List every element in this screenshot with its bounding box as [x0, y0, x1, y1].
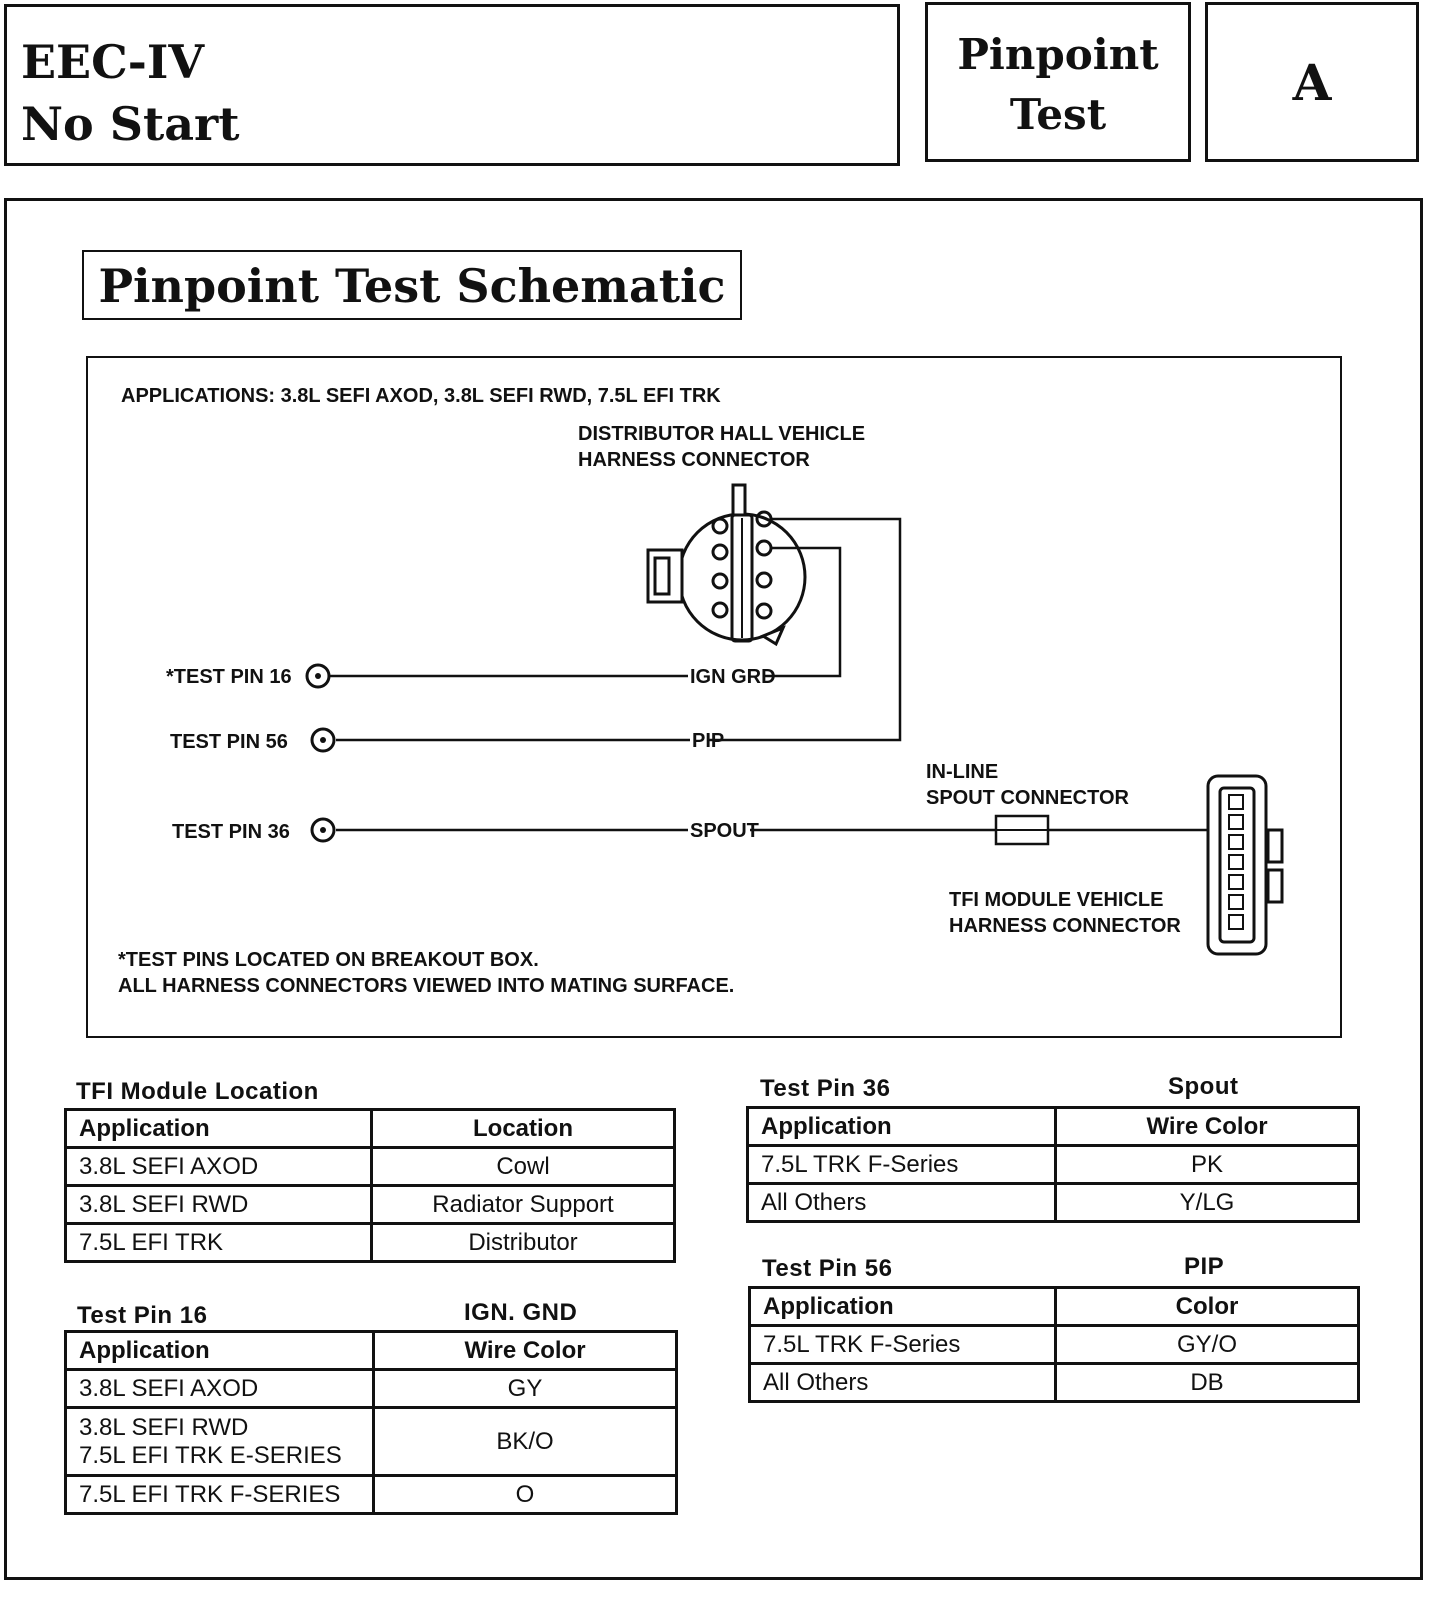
- tfi-connector-label-1: TFI MODULE VEHICLE: [949, 889, 1164, 911]
- pin16-table: [64, 1330, 678, 1515]
- table-row: [66, 1224, 675, 1262]
- tfi-connector-label-2: HARNESS CONNECTOR: [949, 915, 1181, 937]
- test-pin-36-label: TEST PIN 36: [172, 821, 290, 843]
- inline-connector-label-2: SPOUT CONNECTOR: [926, 787, 1129, 809]
- header-color: Color: [1056, 1288, 1359, 1326]
- test-id-label: A: [1292, 53, 1332, 112]
- header-application: Application: [66, 1332, 374, 1370]
- table-header-row: [750, 1288, 1359, 1326]
- table-row: [66, 1186, 675, 1224]
- ign-grd-label: IGN GRD: [690, 666, 776, 688]
- header-application: Application: [66, 1110, 372, 1148]
- tfi-location-table: [64, 1108, 676, 1263]
- table-header-row: [66, 1332, 677, 1370]
- cell-application: 3.8L SEFI RWD 7.5L EFI TRK E-SERIES: [66, 1408, 374, 1476]
- page-title: EEC-IV No Start: [21, 35, 240, 151]
- note-connectors: ALL HARNESS CONNECTORS VIEWED INTO MATING SURFACE.: [118, 975, 735, 997]
- header-title-box: [4, 4, 900, 166]
- tfi-connector-icon: [1208, 776, 1282, 954]
- cell-wire-color: BK/O: [374, 1408, 677, 1476]
- schematic-title: Pinpoint Test Schematic: [98, 259, 726, 313]
- applications-text: APPLICATIONS: 3.8L SEFI AXOD, 3.8L SEFI RWD, 7.5L EFI TRK: [121, 385, 721, 407]
- pip-label: PIP: [692, 730, 725, 752]
- note-test-pins: *TEST PINS LOCATED ON BREAKOUT BOX.: [118, 949, 539, 971]
- cell-wire-color: O: [374, 1476, 677, 1514]
- cell-application: 7.5L EFI TRK: [66, 1224, 372, 1262]
- pin16-caption: Test Pin 16: [77, 1302, 208, 1329]
- pin36-table: [746, 1106, 1360, 1223]
- table-row: [750, 1364, 1359, 1402]
- cell-application: 3.8L SEFI RWD: [66, 1186, 372, 1224]
- cell-wire-color: GY: [374, 1370, 677, 1408]
- cell-location: Cowl: [372, 1148, 675, 1186]
- header-wire-color: Wire Color: [1056, 1108, 1359, 1146]
- pin56-signal: PIP: [1184, 1253, 1225, 1280]
- cell-location: Radiator Support: [372, 1186, 675, 1224]
- schematic-title-box: [82, 250, 742, 320]
- cell-wire-color: PK: [1056, 1146, 1359, 1184]
- table-row: [66, 1148, 675, 1186]
- cell-wire-color: Y/LG: [1056, 1184, 1359, 1222]
- cell-application: 7.5L TRK F-Series: [748, 1146, 1056, 1184]
- table-row: [750, 1326, 1359, 1364]
- header-wire-color: Wire Color: [374, 1332, 677, 1370]
- test-pin-56-icon: [312, 729, 334, 751]
- table-header-row: [748, 1108, 1359, 1146]
- table-header-row: [66, 1110, 675, 1148]
- pin36-signal: Spout: [1168, 1073, 1239, 1100]
- header-location: Location: [372, 1110, 675, 1148]
- schematic-diagram: [86, 356, 1342, 1038]
- cell-application: All Others: [748, 1184, 1056, 1222]
- header-application: Application: [748, 1108, 1056, 1146]
- table-row: [66, 1408, 677, 1476]
- table-row: [66, 1370, 677, 1408]
- pin36-caption: Test Pin 36: [760, 1075, 891, 1102]
- cell-application: All Others: [750, 1364, 1056, 1402]
- distributor-connector-icon: [648, 485, 805, 644]
- spout-label: SPOUT: [690, 820, 759, 842]
- test-pin-36-icon: [312, 819, 334, 841]
- table-row: [748, 1184, 1359, 1222]
- cell-color: DB: [1056, 1364, 1359, 1402]
- test-pin-56-label: TEST PIN 56: [170, 731, 288, 753]
- tfi-location-caption: TFI Module Location: [76, 1078, 319, 1105]
- dist-connector-label-1: DISTRIBUTOR HALL VEHICLE: [578, 423, 866, 445]
- test-type-box: [925, 2, 1191, 162]
- pin16-signal: IGN. GND: [464, 1299, 578, 1326]
- cell-application: 7.5L TRK F-Series: [750, 1326, 1056, 1364]
- inline-connector-label-1: IN-LINE: [926, 761, 999, 783]
- dist-connector-label-2: HARNESS CONNECTOR: [578, 449, 810, 471]
- header-application: Application: [750, 1288, 1056, 1326]
- pin56-caption: Test Pin 56: [762, 1255, 893, 1282]
- cell-location: Distributor: [372, 1224, 675, 1262]
- test-pin-16-icon: [307, 665, 329, 687]
- table-row: [66, 1476, 677, 1514]
- test-pin-16-label: *TEST PIN 16: [166, 666, 292, 688]
- table-row: [748, 1146, 1359, 1184]
- schematic-svg: [88, 358, 1340, 1036]
- cell-color: GY/O: [1056, 1326, 1359, 1364]
- cell-application: 3.8L SEFI AXOD: [66, 1370, 374, 1408]
- pin56-table: [748, 1286, 1360, 1403]
- cell-application: 7.5L EFI TRK F-SERIES: [66, 1476, 374, 1514]
- cell-application: 3.8L SEFI AXOD: [66, 1148, 372, 1186]
- test-id-box: [1205, 2, 1419, 162]
- test-type-label: Pinpoint Test: [957, 30, 1159, 139]
